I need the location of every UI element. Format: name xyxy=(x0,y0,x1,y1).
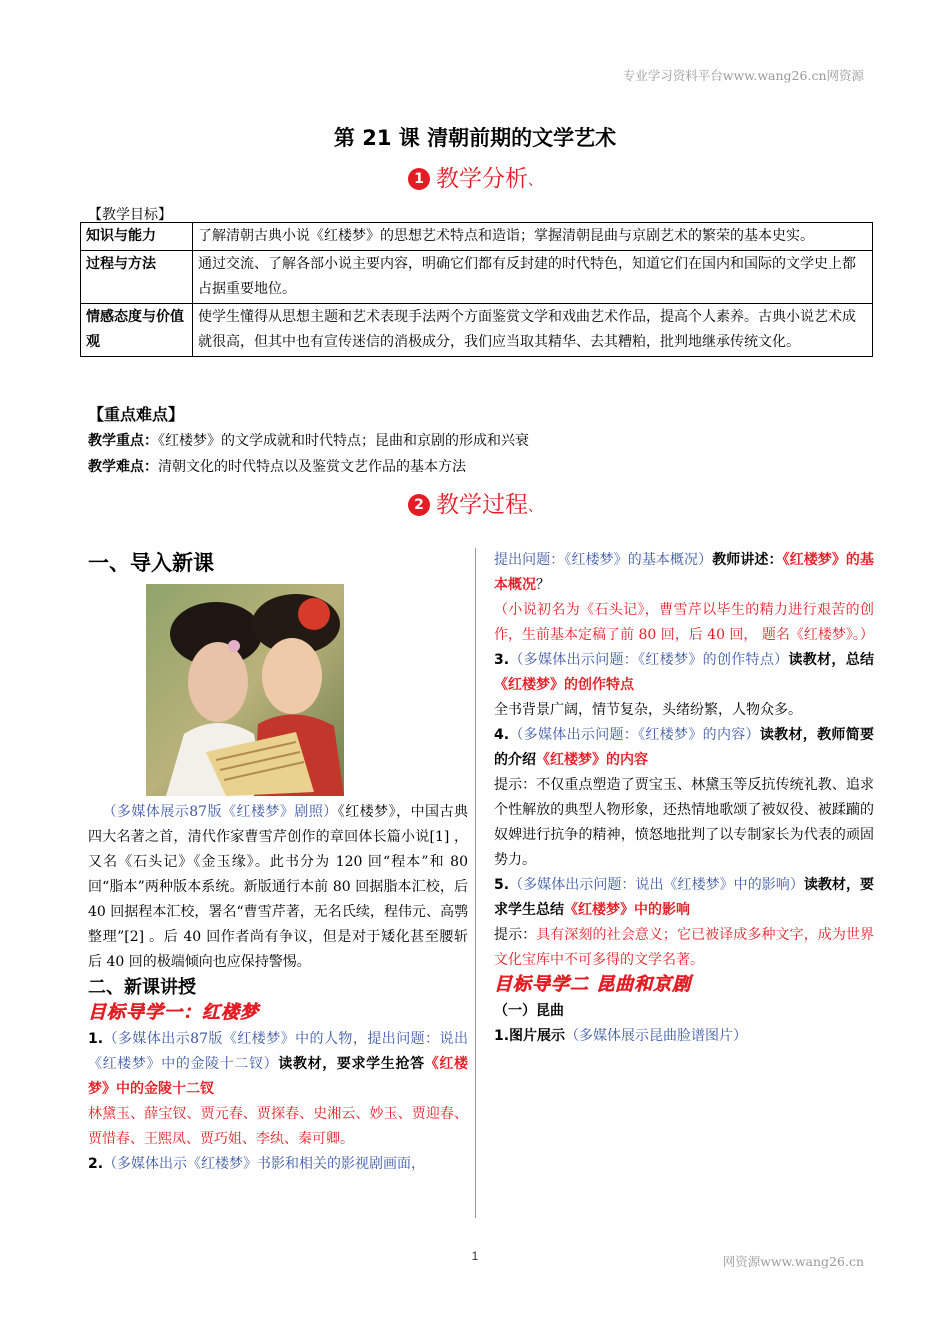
photo-caption xyxy=(88,800,468,975)
item-number: 1. xyxy=(88,1031,104,1047)
item-media-note: （多媒体出示问题：说出《红楼梦》中的影响） xyxy=(509,877,804,893)
left-column xyxy=(88,548,468,1177)
item-media-note: （多媒体展示昆曲脸谱图片） xyxy=(565,1028,748,1044)
caption-media-note: （多媒体展示87版《红楼梦》剧照） xyxy=(102,804,338,820)
item-number: 5. xyxy=(494,877,510,893)
item-answer xyxy=(494,923,874,973)
goal-value: 使学生懂得从思想主题和艺术表现手法两个方面鉴赏文学和戏曲艺术作品，提高个人素养。古典小说艺术成就很高，但其中也有宣传迷信的消极成分，我们应当取其精华、去其糟粕，批判地继承传统文化。 xyxy=(193,304,873,357)
subheading-kunqu: （一）昆曲 xyxy=(494,1003,564,1019)
intro-heading: 一、导入新课 xyxy=(88,551,214,575)
item-instruction: 读教材，要求学生抢答 xyxy=(278,1056,425,1072)
key-focus xyxy=(88,430,529,450)
photo-illustration xyxy=(146,584,344,796)
key-difficulty-text: 清朝文化的时代特点以及鉴赏文艺作品的基本方法 xyxy=(158,459,466,475)
item-media-note: （多媒体出示《红楼梦》书影和相关的影视剧画面， xyxy=(103,1156,426,1172)
section-number-badge: 2 xyxy=(408,494,430,516)
drama-still-photo xyxy=(146,584,344,796)
item-number: 4. xyxy=(494,727,510,743)
lesson-item-2 xyxy=(88,1152,468,1177)
item-topic: 《红楼梦》的内容 xyxy=(536,752,648,768)
item-answer: （小说初名为《石头记》，曹雪芹以毕生的精力进行艰苦的创作，生前基本定稿了前 80 回，后 40 回， 题名《红楼梦》。） xyxy=(494,602,874,643)
lesson-item-1 xyxy=(88,1027,468,1102)
item-instruction: 读教材，要求学生总结 xyxy=(494,877,875,918)
page-number: 1 xyxy=(471,1249,479,1263)
item-instruction: 教师讲述： xyxy=(712,552,783,568)
answer-text: 具有深刻的社会意义；它已被译成多种文字，成为世界文化宝库中不可多得的文学名著。 xyxy=(494,927,875,968)
item-number: 3. xyxy=(494,652,510,668)
item-topic: 《红楼梦》的创作特点 xyxy=(494,677,634,693)
item-answer: 全书背景广阔，情节复杂，头绪纷繁，人物众多。 xyxy=(494,702,802,718)
table-row xyxy=(81,304,873,357)
guide-heading-1: 目标导学一：红楼梦 xyxy=(88,1002,259,1023)
new-lesson-heading: 二、新课讲授 xyxy=(88,977,196,998)
watermark-top: 专业学习资料平台www.wang26.cn网资源 xyxy=(622,68,864,83)
key-difficulty-label: 教学难点： xyxy=(88,459,158,475)
page-title: 第 21 课 清朝前期的文学艺术 xyxy=(333,126,617,150)
lesson-item-4 xyxy=(494,723,874,773)
section-heading-analysis xyxy=(0,160,950,193)
goal-key: 情感态度与价值观 xyxy=(81,304,193,357)
goal-value: 了解清朝古典小说《红楼梦》的思想艺术特点和造诣；掌握清朝昆曲与京剧艺术的繁荣的基本史实。 xyxy=(193,223,873,251)
item-instruction: 读教材，总结 xyxy=(788,652,875,668)
answer-prefix: 提示： xyxy=(494,927,537,943)
item-media-note: （多媒体出示87版《红楼梦》中的人物，提出问题：说出《红楼梦》中的金陵十二钗） xyxy=(88,1031,468,1072)
item-topic: 《红楼梦》中的影响 xyxy=(564,902,690,918)
section-tail: 、 xyxy=(528,499,542,515)
key-focus-text: 《红楼梦》的文学成就和时代特点；昆曲和京剧的形成和兴衰 xyxy=(158,433,529,449)
item-topic: 《红楼梦》中的金陵十二钗 xyxy=(88,1056,469,1097)
goal-value: 通过交流、了解各部小说主要内容，明确它们都有反封建的时代特色，知道它们在国内和国际的文学史上都占据重要地位。 xyxy=(193,251,873,304)
lesson-item-5 xyxy=(494,873,874,923)
item-instruction: 1.图片展示 xyxy=(494,1028,566,1044)
lesson-item-2-continued xyxy=(494,548,874,598)
section-label: 教学过程 xyxy=(436,492,528,518)
goal-key: 过程与方法 xyxy=(81,251,193,304)
item-answer: 提示：不仅重点塑造了贾宝玉、林黛玉等反抗传统礼教、追求个性解放的典型人物形象，还热情地歌颂了被奴役、被蹂躏的奴婢进行抗争的精神，愤怒地批判了以专制家长为代表的顽固势力。 xyxy=(494,777,874,868)
section-number-badge: 1 xyxy=(408,168,430,190)
column-divider xyxy=(475,548,476,1218)
key-difficulty xyxy=(88,456,466,476)
watermark-bottom: 网资源www.wang26.cn xyxy=(722,1254,864,1269)
goals-label: 【教学目标】 xyxy=(88,207,172,223)
guide-heading-2: 目标导学二 昆曲和京剧 xyxy=(494,974,692,995)
item-media-note: （多媒体出示问题：《红楼梦》的创作特点） xyxy=(509,652,789,668)
table-row xyxy=(81,223,873,251)
keypoints-label: 【重点难点】 xyxy=(88,405,185,424)
lesson-item-3 xyxy=(494,648,874,698)
item-question-mark: ？ xyxy=(536,577,550,593)
item-answer: 林黛玉、薛宝钗、贾元春、贾探春、史湘云、妙玉、贾迎春、贾惜春、王熙凤、贾巧姐、李纨、秦可卿。 xyxy=(88,1106,468,1147)
item-number: 2. xyxy=(88,1156,104,1172)
right-column xyxy=(494,548,874,1049)
section-heading-process xyxy=(0,486,950,519)
item-media-note: 提出问题：《红楼梦》的基本概况） xyxy=(494,552,713,568)
item-topic: 《红楼梦》的基本概况 xyxy=(494,552,875,593)
goals-table xyxy=(80,222,873,357)
item-instruction: 读教材，教师简要的介绍 xyxy=(494,727,875,768)
item-media-note: （多媒体出示问题：《红楼梦》的内容） xyxy=(509,727,760,743)
lesson-item-kunqu-1 xyxy=(494,1024,874,1049)
caption-text: 《红楼梦》，中国古典四大名著之首，清代作家曹雪芹创作的章回体长篇小说[1] ，又名《石头记》《金玉缘》。此书分为 120 回“程本”和 80 回“脂本”两种版本系统。新版通行本前 80 回据脂本汇校，后 40 回据程本汇校，署名“曹雪芹著，无名氏续，程伟元、高鹗整理”[2] 。后 40 回作者尚有争议，但是对于矮化甚至腰斩后 40 回的极端倾向也应保持警惕。 xyxy=(88,804,468,970)
section-tail: 、 xyxy=(528,173,542,189)
section-label: 教学分析 xyxy=(436,166,528,192)
key-focus-label: 教学重点： xyxy=(88,433,158,449)
table-row xyxy=(81,251,873,304)
goal-key: 知识与能力 xyxy=(81,223,193,251)
